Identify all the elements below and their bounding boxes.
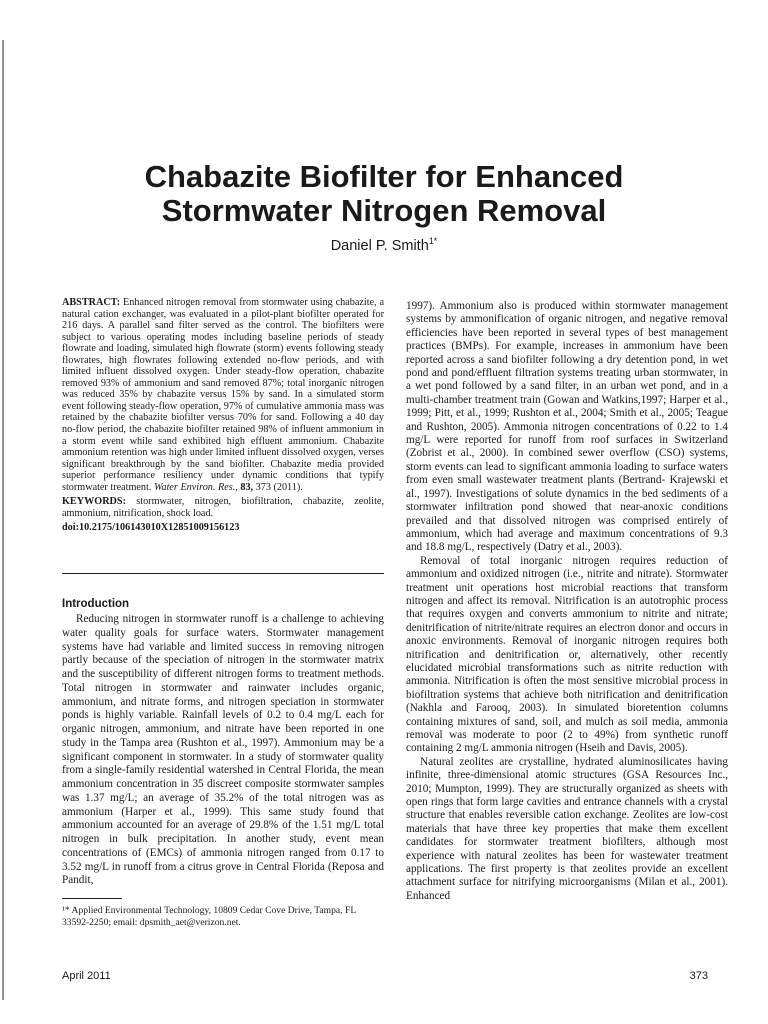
abstract-text: Enhanced nitrogen removal from stormwater using chabazite, a natural cation exchanger, was evaluated in a pilot-plant biofilter operated for 216 days. A parallel sand filter served as the control. The biofilters were subject to various operating modes including baseline periods of steady flowrate and loading, simulated high flowrate (storm) events following steady flowrates, high flowrates following extended no-flow periods, and with limited influent dissolved oxygen. Under steady-flow operation, chabazite removed 93% of ammonium and sand removed 87%; total inorganic nitrogen was reduced 35% by chabazite versus 15% by sand. In a simulated storm event following steady-flow operation, 97% of cumulative ammonia mass was retained by the chabazite biofilter versus 70% for sand. Following a 40 day no-flow period, the chabazite biofilter retained 98% of influent ammonium in a storm event while sand exhibited high effluent ammonium. Chabazite ammonium retention was high under limited influent dissolved oxygen, verses significant breakthrough by the sand biofilter. Chabazite media provided superior performance resiliency under dynamic conditions that typify stormwater treatment. (62, 297, 385, 493)
author-name: Daniel P. Smith (330, 237, 429, 254)
section-heading-introduction: Introduction (62, 598, 130, 610)
title-line-1: Chabazite Biofilter for Enhanced (144, 159, 624, 194)
abstract-citation-volume: 83, (240, 481, 254, 493)
introduction-paragraph: Reducing nitrogen in stormwater runoff is a challenge to achieving water quality goals for surface waters. Stormwater management systems have had variable and limited success in removing nitrogen partly because of the speciation of nitrogen in the stormwater matrix and the susceptibility of different nitrogen forms to treatment methods. Total nitrogen in stormwater and rainwater includes organic, ammonium, and nitrate forms, and nitrogen speciation in stormwater ponds is highly variable. Rainfall levels of 0.2 to 0.4 mg/L each for organic nitrogen, ammonium, and nitrate have been reported in one study in the Tampa area (Rushton et al., 1997). Ammonium may be a significant component in stormwater. In a study of stormwater quality from a single-family residential watershed in Central Florida, the mean ammonium concentration in 35 discreet composite stormwater samples was 1.37 mg/L; an average of 35.2% of the total nitrogen was as ammonium (Harper et al., 1999). This same study found that ammonium accounted for an average of 29.8% of the 1.51 mg/L total nitrogen in bulk precipitation. In another study, event mean concentrations of (EMCs) of ammonia nitrogen ranged from 0.17 to 3.52 mg/L in runoff from a citrus grove in Central Florida (Reposa and Pandit, (62, 613, 384, 887)
author-line (0, 236, 768, 254)
author-footnote: ¹* Applied Environmental Technology, 10809 Cedar Cove Drive, Tampa, FL 33592-2250; email: dpsmith_aet@verizon.net. (62, 905, 356, 928)
right-paragraph-1: 1997). Ammonium also is produced within stormwater management systems by ammonification of organic nitrogen, and negative removal efficiencies have been reported in several types of best management practices (BMPs). For example, increases in ammonium have been reported across a sand biofilter following a dry detention pond, in wet pond and pond/effluent filtration systems treating urban stormwater, in a wet pond followed by a sand filter, in an urban wet pond, and in a multi-chamber treatment train (Gowan and Watkins,1997; Harper et al., 1999; Pitt, et al., 1999; Rushton et al., 2004; Smith et al., 2005; Teague and Rushton, 2005). Ammonia nitrogen concentrations of 0.22 to 1.4 mg/L were reported for runoff from roof surfaces in Switzerland (Zobrist et al., 2000). In combined sewer overflow (CSO) systems, storm events can lead to significant ammonia loading to surface waters from even small wastewater treatment plants (Bertrand- Krajewski et al., 1997). Investigations of solute dynamics in the bed sediments of a stormwater infiltration pond showed that near-anoxic conditions prevailed and that dissolved nitrogen was comprised entirely of ammonium, which had average and maximum concentrations of 9.3 and 18.8 mg/L, respectively (Datry et al., 2003). (406, 300, 728, 554)
right-paragraph-3: Natural zeolites are crystalline, hydrated aluminosilicates having infinite, three-dimensional atomic structures (GSA Resources Inc., 2010; Mumpton, 1999). They are structurally organized as sheets with open rings that form large cavities and entrance channels with a crystal structure that enables reversible cation exchange. Zeolites are low-cost materials that have three key properties that make them excellent candidates for stormwater treatment biofilters, although most experience with natural zeolites has been for wastewater treatment applications. The first property is that zeolites provide an excellent attachment surface for nitrifying microorganisms (Milan et al., 2001). Enhanced (406, 755, 728, 902)
article-title (0, 160, 768, 228)
doi-line (62, 522, 384, 534)
footer-page-number: 373 (689, 970, 708, 982)
keywords-line (62, 496, 384, 519)
abstract-label: ABSTRACT: (62, 297, 121, 308)
doi-value: 10.2175/106143010X12851009156123 (78, 522, 240, 534)
right-column (406, 300, 728, 903)
introduction-body (62, 613, 384, 888)
right-paragraph-2: Removal of total inorganic nitrogen requires reduction of ammonium and oxidized nitrogen (i.e., nitrite and nitrate). Stormwater treatment unit operations host microbial reactions that transform nitrogen and affect its removal. Nitrification is an autotrophic process that requires oxygen and converts ammonium to nitrite and nitrate; denitrification of nitrite/nitrate requires an electron donor and occurs in anoxic environments. Removal of inorganic nitrogen requires both nitrification and denitrification or, alternatively, other recently elucidated microbial transformations such as nitrite reduction with ammonia. Nitrification is often the most sensitive microbial process in biofiltration systems that achieve both nitrification and denitrification (Nakhla and Farooq, 2003). In simulated bioretention columns containing mixtures of sand, soil, and mulch as soil media, ammonia removal was moderate to poor (2 to 49%) from synthetic runoff containing 2 mg/L ammonia nitrogen (Hseih and Davis, 2005). (406, 554, 728, 755)
abstract-paragraph (62, 297, 384, 493)
abstract-citation-rest: 373 (2011). (255, 481, 303, 493)
footnote-divider (62, 898, 122, 899)
keywords-text: stormwater, nitrogen, biofiltration, chabazite, zeolite, ammonium, nitrification, shock load. (62, 496, 384, 519)
abstract-citation-journal: Water Environ. Res., (153, 481, 238, 493)
doi-label: doi: (62, 522, 79, 534)
author-marker: 1* (428, 236, 438, 246)
keywords-label: KEYWORDS: (62, 496, 126, 508)
abstract-divider (62, 573, 384, 574)
title-line-2: Stormwater Nitrogen Removal (161, 193, 607, 228)
footer-date: April 2011 (62, 970, 111, 982)
abstract-block (62, 297, 384, 534)
